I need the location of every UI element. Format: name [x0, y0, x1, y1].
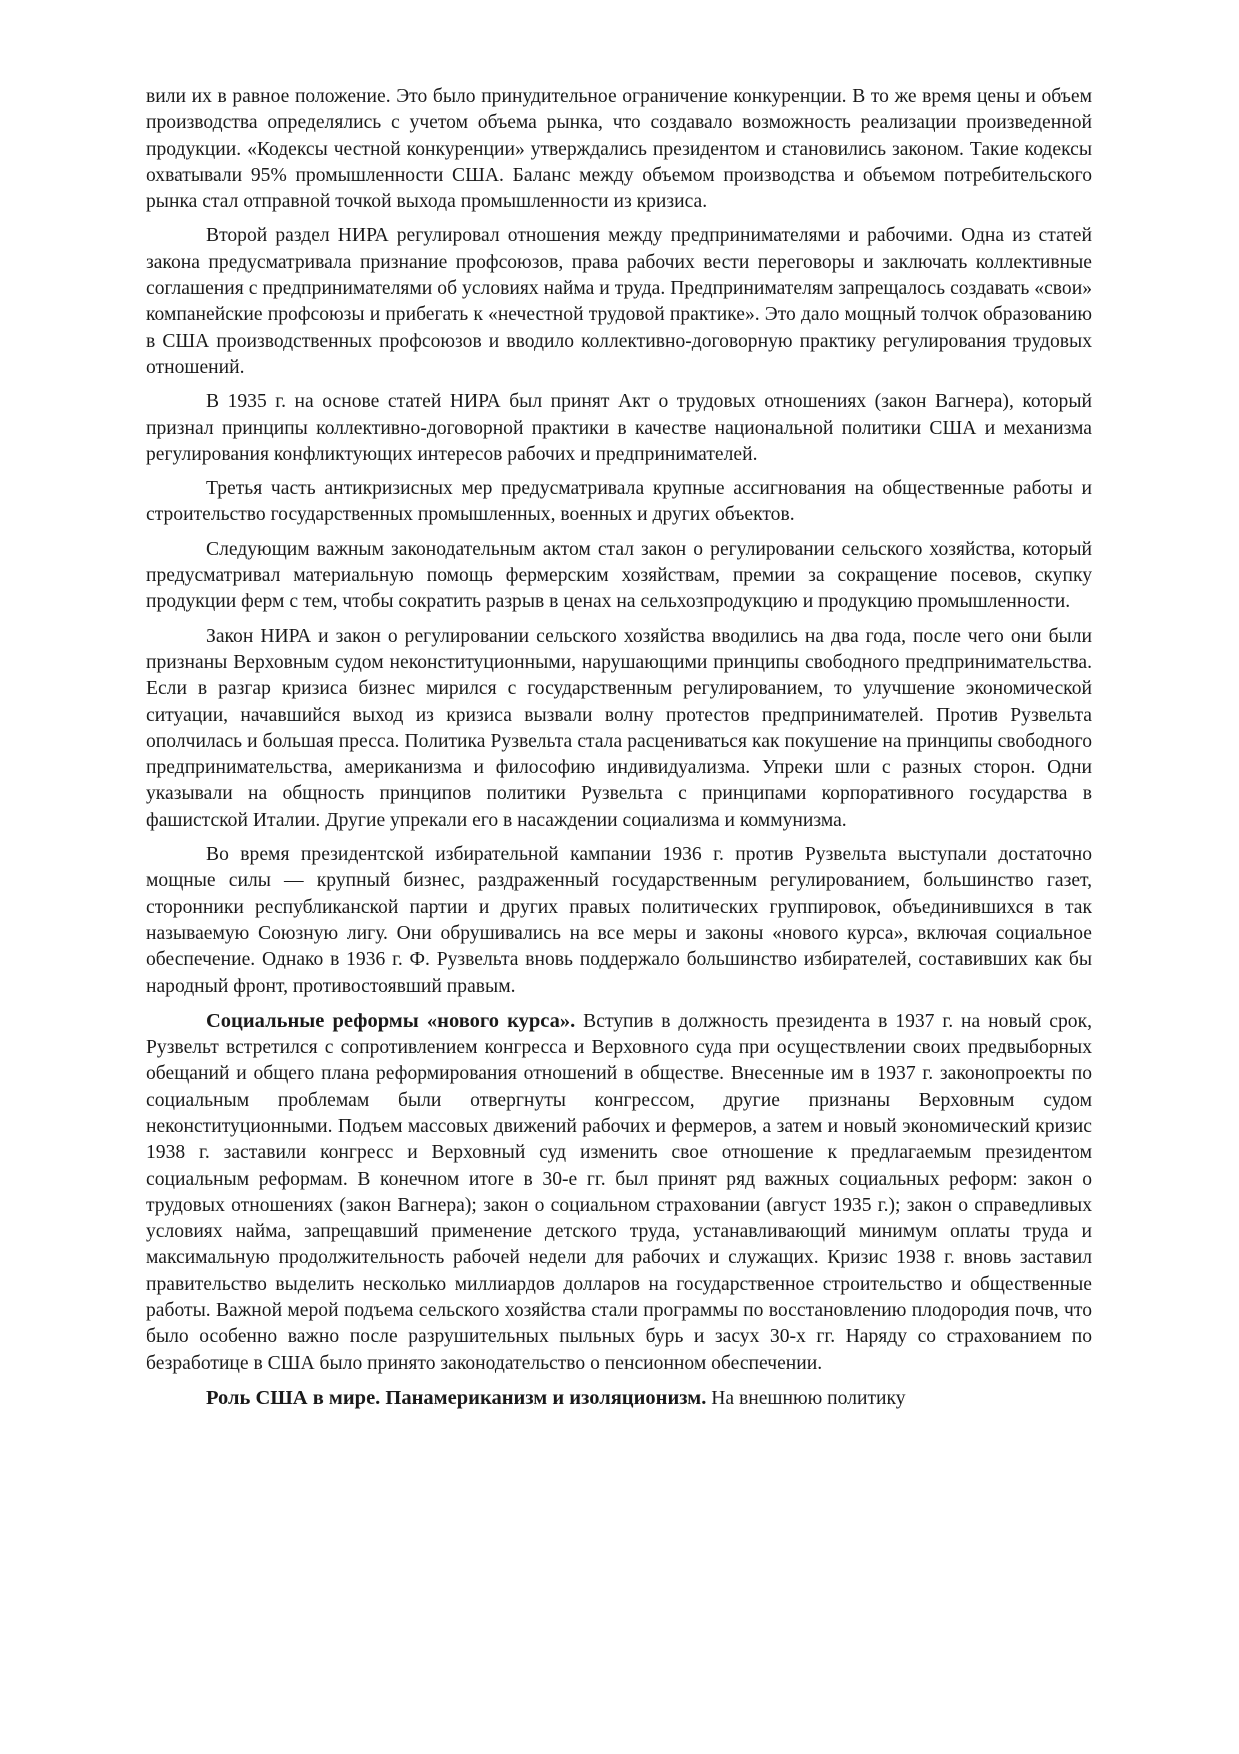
paragraph	[146, 223, 1092, 381]
section-heading-usa-role: Роль США в мире. Панамериканизм и изоляционизм.	[206, 1386, 707, 1409]
paragraph	[146, 842, 1092, 1000]
paragraph-text: Вступив в должность президента в 1937 г. на новый срок, Рузвельт встретился с сопротивлением конгресса и Верховного суда при осуществлении своих предвыборных обещаний и общего плана реформирования отношений в обществе. Внесенные им в 1937 г. законопроекты по социальным проблемам были отвергнуты конгрессом, другие признаны Верховным судом неконституционными. Подъем массовых движений рабочих и фермеров, а затем и новый экономический кризис 1938 г. заставили конгресс и Верховный суд изменить свое отношение к предлагаемым президентом социальным реформам. В конечном итоге в 30-е гг. был принят ряд важных социальных реформ: закон о трудовых отношениях (закон Вагнера); закон о социальном страховании (август 1935 г.); закон о справедливых условиях найма, запрещавший применение детского труда, устанавливающий минимум оплаты труда и максимальную продолжительность рабочей недели для рабочих и служащих. Кризис 1938 г. вновь заставил правительство выделить несколько миллиардов долларов на государственное строительство и общественные работы. Важной мерой подъема сельского хозяйства стали программы по восстановлению плодородия почв, что было особенно важно после разрушительных пыльных бурь и засух 30-х гг. Наряду со страхованием по безработице в США было принято законодательство о пенсионном обеспечении.	[146, 1010, 1092, 1374]
paragraph	[146, 624, 1092, 834]
paragraph	[146, 1008, 1092, 1377]
document-page	[146, 84, 1092, 1412]
paragraph	[146, 476, 1092, 529]
paragraph-text: Во время президентской избирательной кампании 1936 г. против Рузвельта выступали достаточно мощные силы — крупный бизнес, раздраженный государственным регулированием, большинство газет, сторонники республиканской партии и других правых политических группировок, объединившихся в так называемую Союзную лигу. Они обрушивались на все меры и законы «нового курса», включая социальное обеспечение. Однако в 1936 г. Ф. Рузвельта вновь поддержало большинство избирателей, составивших как бы народный фронт, противостоявший правым.	[146, 844, 1092, 997]
paragraph	[146, 84, 1092, 215]
paragraph-text: В 1935 г. на основе статей НИРА был принят Акт о трудовых отношениях (закон Вагнера), который признал принципы коллективно-договорной практики в качестве национальной политики США и механизма регулирования конфликтующих интересов рабочих и предпринимателей.	[146, 391, 1092, 465]
paragraph-text: вили их в равное положение. Это было принудительное ограничение конкуренции. В то же время цены и объем производства определялись с учетом объема рынка, что создавало возможность реализации произведенной продукции. «Кодексы честной конкуренции» утверждались президентом и становились законом. Такие кодексы охватывали 95% промышленности США. Баланс между объемом производства и объемом потребительского рынка стал отправной точкой выхода промышленности из кризиса.	[146, 86, 1092, 213]
section-heading-social-reforms: Социальные реформы «нового курса».	[206, 1009, 576, 1032]
paragraph-text: На внешнюю политику	[706, 1387, 906, 1409]
paragraph-text: Следующим важным законодательным актом стал закон о регулировании сельского хозяйства, который предусматривал материальную помощь фермерским хозяйствам, премии за сокращение посевов, скупку продукции ферм с тем, чтобы сократить разрыв в ценах на сельхозпродукцию и продукцию промышленности.	[146, 538, 1092, 613]
paragraph-text: Третья часть антикризисных мер предусматривала крупные ассигнования на общественные работы и строительство государственных промышленных, военных и других объектов.	[146, 478, 1092, 526]
paragraph	[146, 537, 1092, 616]
paragraph	[146, 389, 1092, 468]
paragraph-text: Закон НИРА и закон о регулировании сельского хозяйства вводились на два года, после чего они были признаны Верховным судом неконституционными, нарушающими принципы свободного предпринимательства. Если в разгар кризиса бизнес мирился с государственным регулированием, то улучшение экономической ситуации, начавшийся выход из кризиса вызвали волну протестов предпринимателей. Против Рузвельта ополчилась и большая пресса. Политика Рузвельта стала расцениваться как покушение на принципы свободного предпринимательства, американизма и философию индивидуализма. Упреки шли с разных сторон. Одни указывали на общность принципов политики Рузвельта с принципами корпоративного государства в фашистской Италии. Другие упрекали его в насаждении социализма и коммунизма.	[146, 625, 1092, 831]
paragraph-text: Второй раздел НИРА регулировал отношения между предпринимателями и рабочими. Одна из статей закона предусматривала признание профсоюзов, права рабочих вести переговоры и заключать коллективные соглашения с предпринимателями об условиях найма и труда. Предпринимателям запрещалось создавать «свои» компанейские профсоюзы и прибегать к «нечестной трудовой практике». Это дало мощный толчок образованию в США производственных профсоюзов и вводило коллективно-договорную практику регулирования трудовых отношений.	[146, 225, 1092, 378]
paragraph	[146, 1385, 1092, 1412]
